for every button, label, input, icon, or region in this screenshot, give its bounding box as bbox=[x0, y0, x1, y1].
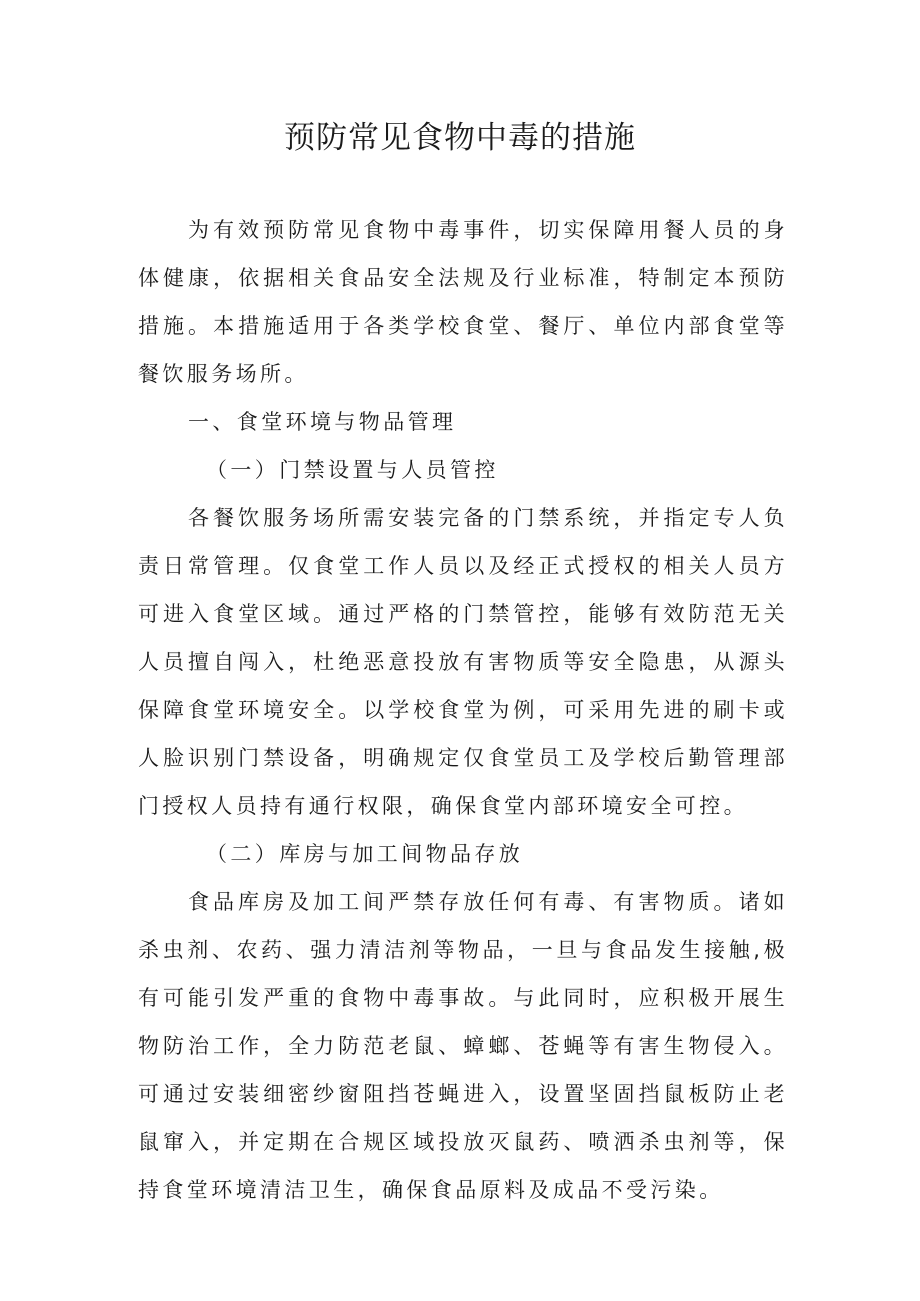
document-body bbox=[138, 206, 788, 1214]
subsection-heading-access-control: （一）门禁设置与人员管控 bbox=[206, 458, 499, 482]
paragraph-storage: 食品库房及加工间严禁存放任何有毒、有害物质。诸如杀虫剂、农药、强力清洁剂等物品，一旦与食品发生接触,极有可能引发严重的食物中毒事故。与此同时，应积极开展生物防治工作，全力防范老鼠、蟑螂、苍蝇等有害生物侵入。可通过安装细密纱窗阻挡苍蝇进入，设置坚固挡鼠板防止老鼠窜入，并定期在合规区域投放灭鼠药、喷洒杀虫剂等，保持食堂环境清洁卫生，确保食品原料及成品不受污染。 bbox=[138, 890, 788, 1202]
section-heading: 一、食堂环境与物品管理 bbox=[188, 410, 457, 434]
subsection-heading-storage: （二）库房与加工间物品存放 bbox=[206, 842, 524, 866]
document-title: 预防常见食物中毒的措施 bbox=[284, 120, 636, 156]
paragraph-access-control: 各餐饮服务场所需安装完备的门禁系统，并指定专人负责日常管理。仅食堂工作人员以及经正式授权的相关人员方可进入食堂区域。通过严格的门禁管控，能够有效防范无关人员擅自闯入，杜绝恶意投放有害物质等安全隐患，从源头保障食堂环境安全。以学校食堂为例，可采用先进的刷卡或人脸识别门禁设备，明确规定仅食堂员工及学校后勤管理部门授权人员持有通行权限，确保食堂内部环境安全可控。 bbox=[138, 506, 788, 818]
intro-paragraph: 为有效预防常见食物中毒事件，切实保障用餐人员的身体健康，依据相关食品安全法规及行业标准，特制定本预防措施。本措施适用于各类学校食堂、餐厅、单位内部食堂等餐饮服务场所。 bbox=[138, 218, 788, 386]
